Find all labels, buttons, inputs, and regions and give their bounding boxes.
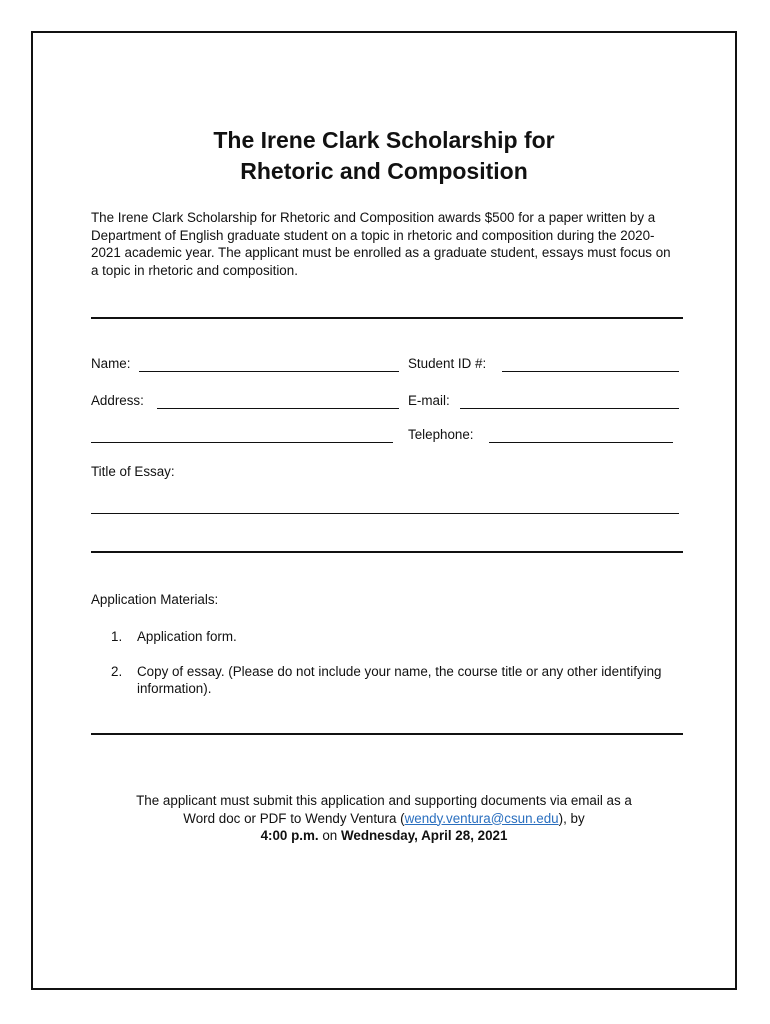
student-id-label: Student ID #: (408, 356, 487, 371)
deadline-date: Wednesday, April 28, 2021 (340, 828, 508, 843)
deadline-time: 4:00 p.m. (260, 828, 319, 843)
email-label: E-mail: (408, 393, 450, 408)
list-item-number: 2. (111, 664, 123, 679)
materials-label: Application Materials: (91, 592, 219, 607)
list-item-text: Application form. (137, 629, 237, 644)
divider-1 (91, 317, 683, 319)
essay-title-field[interactable] (91, 513, 679, 514)
submission-instructions (73, 792, 695, 845)
essay-title-label: Title of Essay: (91, 464, 175, 479)
intro-paragraph: The Irene Clark Scholarship for Rhetoric and Composition awards $500 for a paper written by a Department of English graduate student on a topic in rhetoric and composition during the 2020-2021 academic year. The applicant must be enrolled as a graduate student, essays must focus on a topic in rhetoric and composition. (91, 210, 671, 278)
list-item-number: 1. (111, 629, 123, 644)
title-line-2: Rhetoric and Composition (240, 158, 528, 184)
name-field[interactable] (139, 371, 399, 372)
address-label: Address: (91, 393, 144, 408)
footer-line-2 (73, 810, 695, 828)
divider-3 (91, 733, 683, 735)
footer-line-1: The applicant must submit this application and supporting documents via email as a (136, 793, 632, 808)
address-line-2-field[interactable] (91, 442, 393, 443)
telephone-label: Telephone: (408, 427, 474, 442)
email-field[interactable] (460, 408, 679, 409)
footer-line-2-prefix: Word doc or PDF to Wendy Ventura ( (183, 810, 405, 826)
footer-line-2-suffix: ), by (558, 810, 585, 826)
name-label: Name: (91, 356, 131, 371)
title-line-1: The Irene Clark Scholarship for (213, 127, 555, 153)
page-title (33, 125, 735, 187)
divider-2 (91, 551, 683, 553)
telephone-field[interactable] (489, 442, 673, 443)
student-id-field[interactable] (502, 371, 679, 372)
list-item-text: Copy of essay. (Please do not include your name, the course title or any other identifying information). (137, 664, 662, 696)
email-link[interactable]: wendy.ventura@csun.edu (404, 810, 559, 826)
deadline-on: on (318, 828, 341, 843)
document-page (31, 31, 737, 990)
address-field[interactable] (157, 408, 399, 409)
footer-line-3 (73, 827, 695, 845)
